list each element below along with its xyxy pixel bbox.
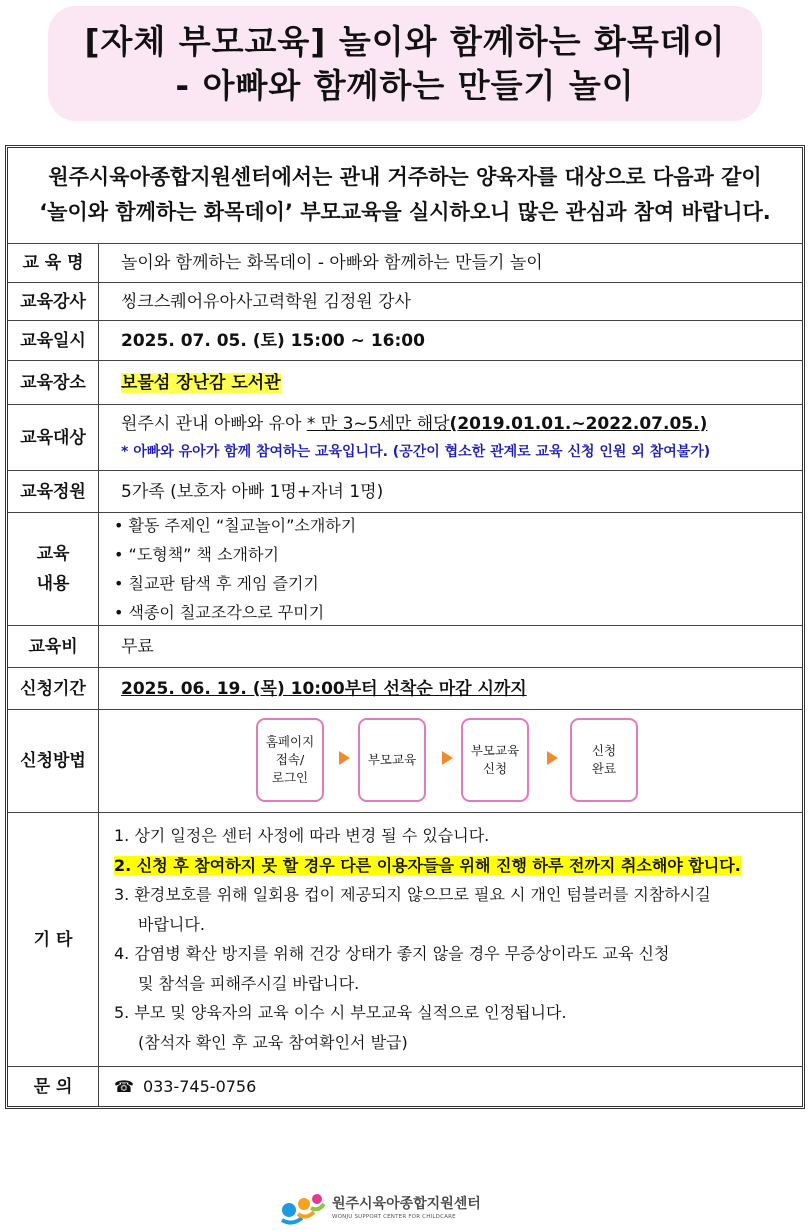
value-name: 놀이와 함께하는 화목데이 - 아빠와 함께하는 만들기 놀이: [121, 252, 543, 273]
label-period: 신청기간: [8, 668, 99, 709]
step-text: 완료: [591, 761, 617, 776]
contact-phone: [114, 1067, 256, 1106]
row-etc: [8, 813, 802, 1067]
step-apply: [461, 718, 529, 802]
row-instructor: [8, 283, 802, 321]
step-text: 신청: [591, 743, 617, 758]
value-target-line: [121, 410, 796, 438]
step-text: 접속/: [275, 752, 305, 767]
row-name: [8, 243, 802, 283]
row-content: [8, 513, 802, 626]
note-item: 4. 감염병 확산 방지를 위해 건강 상태가 좋지 않을 경우 무증상이라도 교육 신청: [114, 944, 670, 963]
label-content: [8, 513, 99, 625]
note-item: 1. 상기 일정은 센터 사정에 따라 변경 될 수 있습니다.: [114, 826, 490, 845]
value-capacity: 5가족 (보호자 아빠 1명+자녀 1명): [121, 481, 384, 502]
phone-icon: ☎: [114, 1077, 134, 1096]
value-instructor: 씽크스퀘어유아사고력학원 김정원 강사: [121, 291, 411, 312]
step-login: [256, 718, 324, 802]
row-place: [8, 361, 802, 405]
row-date: [8, 321, 802, 361]
label-content-line-1: 교육: [36, 544, 70, 564]
content-list: [114, 513, 356, 625]
note-item: 5. 부모 및 양육자의 교육 이수 시 부모교육 실적으로 인정됩니다.: [114, 1003, 567, 1022]
title-line-1: [자체 부모교육] 놀이와 함께하는 화목데이: [84, 22, 726, 61]
value-target-note: * 아빠와 유아가 함께 참여하는 교육입니다. (공간이 협소한 관계로 교육 신청 인원 외 참여불가): [121, 443, 711, 460]
arrow-right-icon: [339, 751, 350, 765]
note-item-highlighted: 2. 신청 후 참여하지 못 할 경우 다른 이용자들을 위해 진행 하루 전까지 취소해야 합니다.: [114, 855, 741, 875]
content-item: • 칠교판 탐색 후 게임 즐기기: [114, 574, 319, 593]
value-date: 2025. 07. 05. (토) 15:00 ~ 16:00: [121, 330, 425, 351]
step-text: 신청: [482, 761, 508, 776]
intro-text: [8, 148, 802, 244]
target-part-2: * 만 3~5세만 해당: [306, 413, 450, 434]
label-date: 교육일시: [8, 321, 99, 360]
footer-logo-block: [280, 1188, 481, 1228]
content-item: • “도형책” 책 소개하기: [114, 545, 279, 564]
intro-line-2: ‘놀이와 함께하는 화목데이’ 부모교육을 실시하오니 많은 관심과 참여 바랍니다.: [39, 200, 771, 224]
label-fee: 교육비: [8, 626, 99, 667]
label-content-line-2: 내용: [36, 574, 70, 594]
step-text: 부모교육: [367, 752, 417, 767]
title-line-2: - 아빠와 함께하는 만들기 놀이: [175, 66, 635, 105]
note-item: 3. 환경보호를 위해 일회용 컵이 제공되지 않으므로 필요 시 개인 텀블러를 지참하시길: [114, 885, 711, 904]
arrow-right-icon: [442, 751, 453, 765]
step-text: 부모교육: [470, 743, 520, 758]
label-capacity: 교육정원: [8, 471, 99, 512]
apply-steps: [8, 710, 802, 812]
step-text: 홈페이지: [265, 734, 315, 749]
intro-line-1: 원주시육아종합지원센터에서는 관내 거주하는 양육자를 대상으로 다음과 같이: [48, 165, 762, 189]
label-method: 신청방법: [8, 710, 99, 812]
row-period: [8, 668, 802, 710]
target-part-1: 원주시 관내 아빠와 유아: [121, 413, 307, 434]
value-period: 2025. 06. 19. (목) 10:00부터 선착순 마감 시까지: [121, 678, 527, 699]
info-table: [5, 145, 805, 1109]
phone-number: 033-745-0756: [142, 1077, 257, 1096]
label-name: 교 육 명: [8, 243, 99, 282]
value-fee: 무료: [121, 636, 154, 657]
content-item: • 활동 주제인 “칠교놀이”소개하기: [114, 516, 357, 535]
arrow-right-icon: [547, 751, 558, 765]
footer-center-name: 원주시육아종합지원센터: [332, 1195, 481, 1212]
label-contact: 문 의: [8, 1067, 99, 1106]
row-target: [8, 405, 802, 471]
label-etc: 기 타: [8, 813, 99, 1066]
center-logo-icon: [280, 1190, 326, 1226]
content-item: • 색종이 칠교조각으로 꾸미기: [114, 603, 325, 622]
row-fee: [8, 626, 802, 668]
note-item-continued: (참석자 확인 후 교육 참여확인서 발급): [138, 1032, 408, 1052]
label-target: 교육대상: [8, 405, 99, 470]
title-banner: [48, 6, 762, 121]
row-contact: [8, 1067, 802, 1106]
row-method: [8, 710, 802, 813]
note-item-continued: 바랍니다.: [138, 914, 205, 934]
label-instructor: 교육강사: [8, 283, 99, 320]
step-text: 로그인: [271, 770, 309, 785]
footer-center-subtitle: WONJU SUPPORT CENTER FOR CHILDCARE: [332, 1213, 456, 1220]
notes-list: [114, 821, 796, 1057]
note-item-continued: 및 참석을 피해주시길 바랍니다.: [138, 973, 360, 993]
step-complete: [570, 718, 638, 802]
label-place: 교육장소: [8, 361, 99, 404]
value-place: 보물섬 장난감 도서관: [121, 372, 281, 393]
target-part-3: (2019.01.01.~2022.07.05.): [449, 413, 708, 434]
row-capacity: [8, 471, 802, 513]
step-parent-education: [358, 718, 426, 802]
